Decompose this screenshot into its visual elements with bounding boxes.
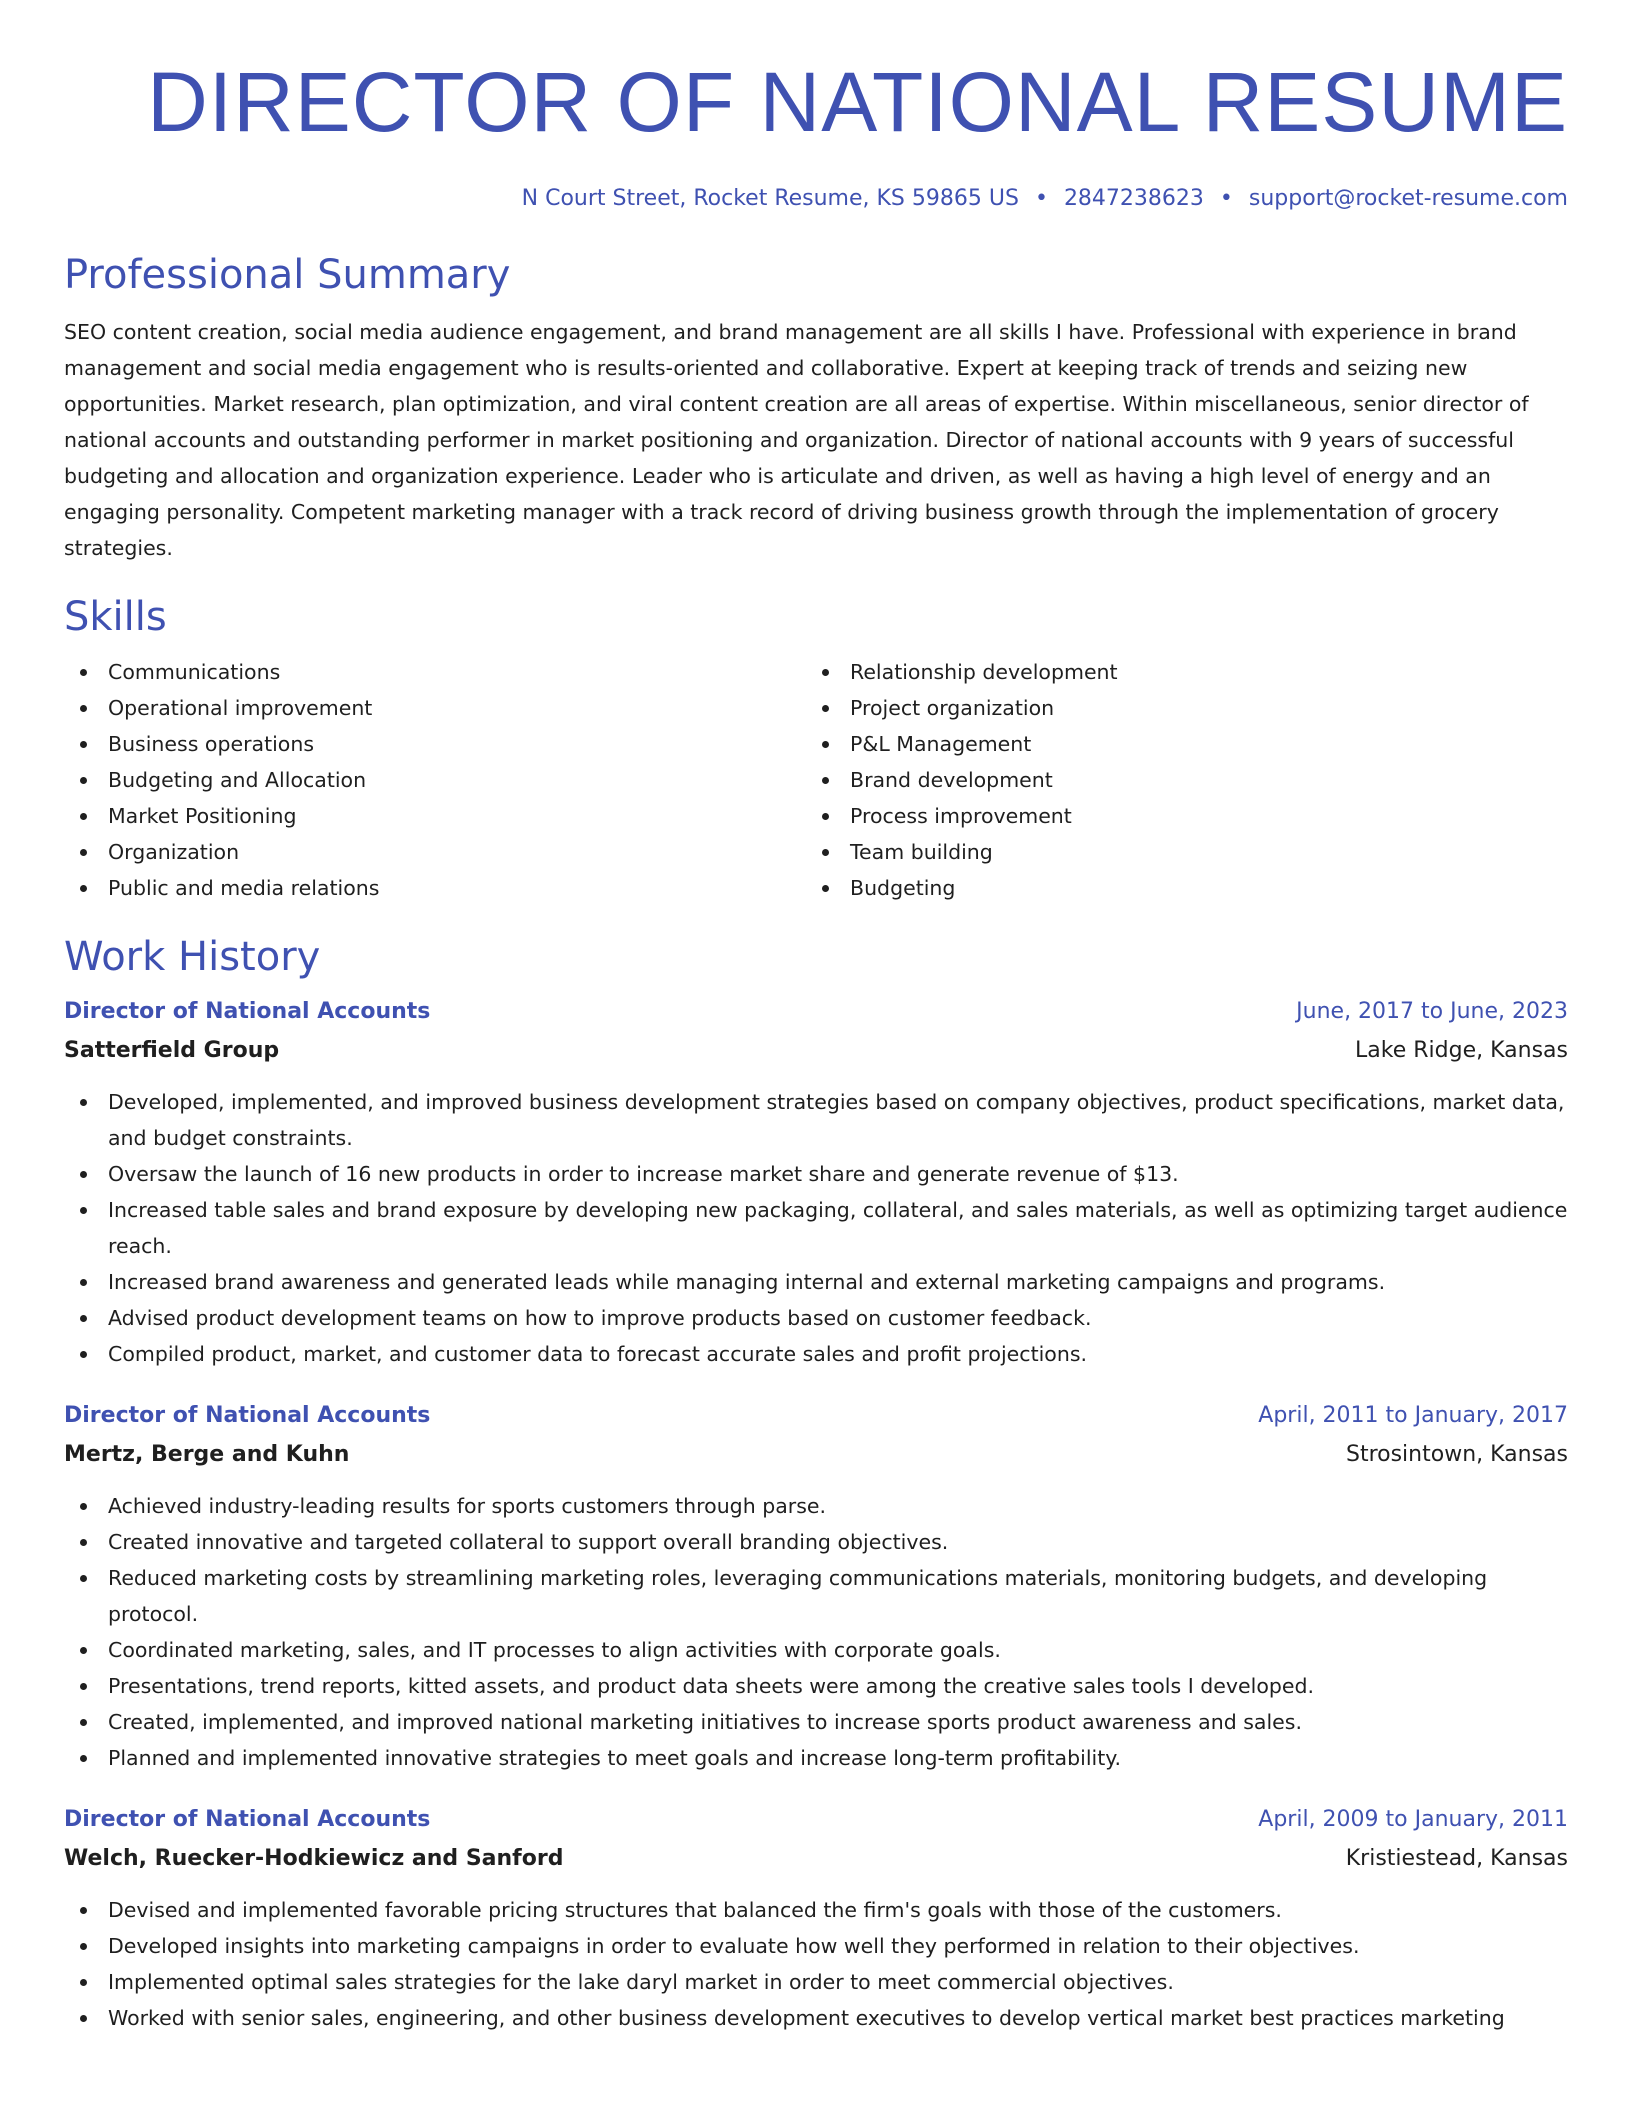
section-title-summary: Professional Summary	[64, 252, 511, 298]
skill-item: P&L Management	[806, 726, 1548, 762]
job-bullets	[64, 1892, 1568, 2036]
job-bullet: Increased brand awareness and generated leads while managing internal and external marketing campaigns and programs.	[64, 1264, 1568, 1300]
job-entry	[64, 1800, 1568, 2036]
job-bullet: Implemented optimal sales strategies for the lake daryl market in order to meet commercial objectives.	[64, 1964, 1568, 2000]
skill-item: Market Positioning	[64, 798, 806, 834]
job-title: Director of National Accounts	[64, 1807, 431, 1832]
job-entry	[64, 992, 1568, 1372]
job-title: Director of National Accounts	[64, 999, 431, 1024]
job-company-row	[64, 1840, 1568, 1878]
summary-section	[64, 250, 1568, 566]
job-bullet: Coordinated marketing, sales, and IT processes to align activities with corporate goals.	[64, 1632, 1568, 1668]
summary-text: SEO content creation, social media audience engagement, and brand management are all skills I have. Professional with experience in brand management and social media engagement who is results-oriented and collaborative. Expert at keeping track of trends and seizing new opportunities. Market research, plan optimization, and viral content creation are all areas of expertise. Within miscellaneous, senior director of national accounts and outstanding performer in market positioning and organization. Director of national accounts with 9 years of successful budgeting and allocation and organization experience. Leader who is articulate and driven, as well as having a high level of energy and an engaging personality. Competent marketing manager with a track record of driving business growth through the implementation of grocery strategies.	[64, 320, 1529, 560]
contact-line	[64, 184, 1568, 214]
skill-item: Project organization	[806, 690, 1548, 726]
resume-header	[64, 50, 1568, 214]
skill-item: Communications	[64, 654, 806, 690]
job-location: Lake Ridge, Kansas	[1355, 1038, 1568, 1063]
job-title-row	[64, 1800, 1568, 1840]
separator-bullet: •	[1219, 186, 1233, 211]
job-title-row	[64, 992, 1568, 1032]
job-company: Mertz, Berge and Kuhn	[64, 1442, 350, 1467]
skills-grid	[64, 654, 1568, 906]
job-entry	[64, 1396, 1568, 1776]
job-company: Satterfield Group	[64, 1038, 280, 1063]
skills-section	[64, 592, 1568, 906]
job-bullet: Reduced marketing costs by streamlining marketing roles, leveraging communications materials, monitoring budgets, and developing protocol.	[64, 1560, 1568, 1632]
job-bullet: Presentations, trend reports, kitted assets, and product data sheets were among the creative sales tools I developed.	[64, 1668, 1568, 1704]
job-bullet: Compiled product, market, and customer data to forecast accurate sales and profit projections.	[64, 1336, 1568, 1372]
separator-bullet: •	[1034, 186, 1048, 211]
skill-item: Team building	[806, 834, 1548, 870]
job-bullet: Worked with senior sales, engineering, and other business development executives to develop vertical market best practices marketing	[64, 2000, 1568, 2036]
skill-item: Process improvement	[806, 798, 1548, 834]
job-bullet: Developed, implemented, and improved business development strategies based on company objectives, product specifications, market data, and budget constraints.	[64, 1084, 1568, 1156]
contact-email: support@rocket-resume.com	[1248, 186, 1568, 211]
job-company-row	[64, 1436, 1568, 1474]
skill-item: Operational improvement	[64, 690, 806, 726]
skill-item: Business operations	[64, 726, 806, 762]
section-title-skills: Skills	[64, 594, 167, 640]
skill-item: Public and media relations	[64, 870, 806, 906]
job-bullet: Oversaw the launch of 16 new products in order to increase market share and generate revenue of $13.	[64, 1156, 1568, 1192]
job-dates: April, 2009 to January, 2011	[1258, 1807, 1568, 1832]
job-dates: April, 2011 to January, 2017	[1258, 1403, 1568, 1428]
job-company: Welch, Ruecker-Hodkiewicz and Sanford	[64, 1846, 564, 1871]
job-bullet: Created innovative and targeted collateral to support overall branding objectives.	[64, 1524, 1568, 1560]
job-title-row	[64, 1396, 1568, 1436]
job-bullet: Achieved industry-leading results for sports customers through parse.	[64, 1488, 1568, 1524]
job-dates: June, 2017 to June, 2023	[1296, 999, 1568, 1024]
work-history-section	[64, 932, 1568, 2036]
skill-item: Budgeting	[806, 870, 1548, 906]
job-bullets	[64, 1084, 1568, 1372]
job-bullet: Developed insights into marketing campaigns in order to evaluate how well they performed in relation to their objectives.	[64, 1928, 1568, 1964]
job-bullet: Advised product development teams on how to improve products based on customer feedback.	[64, 1300, 1568, 1336]
page-title: DIRECTOR OF NATIONAL RESUME	[147, 55, 1568, 149]
job-location: Strosintown, Kansas	[1345, 1442, 1568, 1467]
job-company-row	[64, 1032, 1568, 1070]
contact-address: N Court Street, Rocket Resume, KS 59865 US	[521, 186, 1019, 211]
job-bullet: Created, implemented, and improved national marketing initiatives to increase sports product awareness and sales.	[64, 1704, 1568, 1740]
job-bullet: Increased table sales and brand exposure by developing new packaging, collateral, and sales materials, as well as optimizing target audience reach.	[64, 1192, 1568, 1264]
job-bullet: Planned and implemented innovative strategies to meet goals and increase long-term profitability.	[64, 1740, 1568, 1776]
skill-item: Brand development	[806, 762, 1548, 798]
job-bullets	[64, 1488, 1568, 1776]
skill-item: Organization	[64, 834, 806, 870]
job-bullet: Devised and implemented favorable pricing structures that balanced the firm's goals with those of the customers.	[64, 1892, 1568, 1928]
job-location: Kristiestead, Kansas	[1345, 1846, 1568, 1871]
skills-column-left	[64, 654, 806, 906]
job-title: Director of National Accounts	[64, 1403, 431, 1428]
skills-column-right	[806, 654, 1548, 906]
contact-phone: 2847238623	[1063, 186, 1204, 211]
skill-item: Relationship development	[806, 654, 1548, 690]
section-title-work-history: Work History	[64, 934, 321, 980]
skill-item: Budgeting and Allocation	[64, 762, 806, 798]
